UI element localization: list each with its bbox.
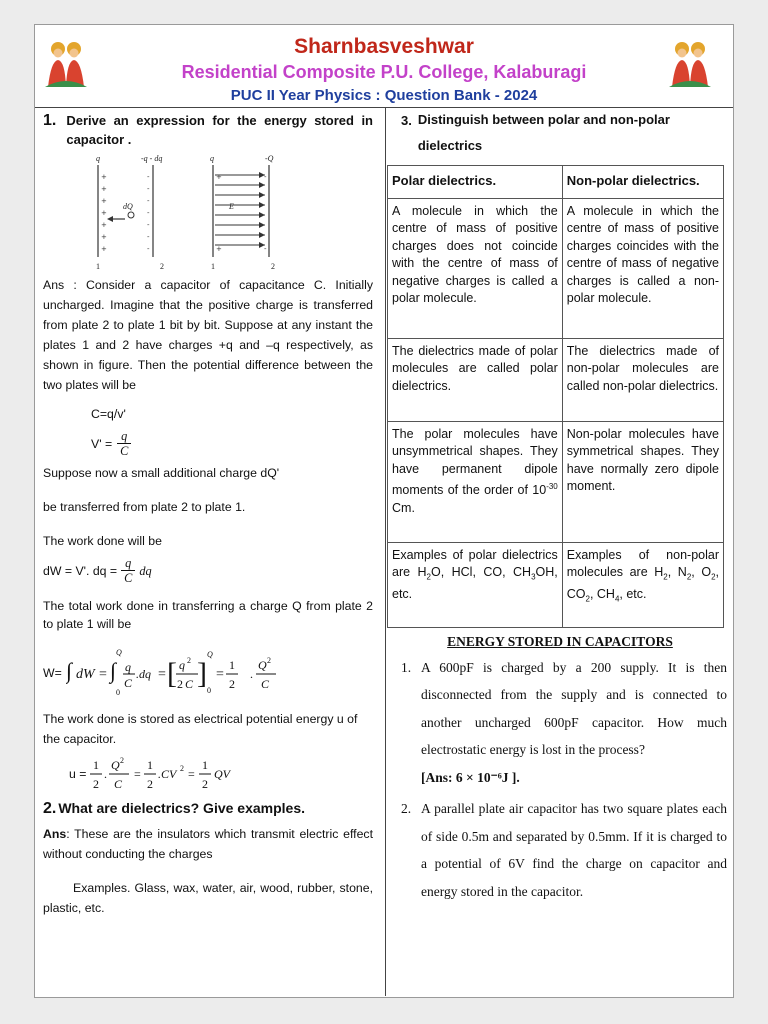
eq-potential (43, 429, 373, 458)
svg-text:Q: Q (111, 758, 121, 772)
q3-heading (393, 111, 727, 159)
svg-text:C: C (123, 676, 132, 690)
list-item (393, 654, 727, 792)
column-divider (385, 108, 386, 996)
svg-text:1: 1 (93, 758, 100, 772)
college-name: Sharnbasveshwar (294, 35, 474, 58)
table-cell: The dielectrics made of non-polar molecules are called non-polar dielectrics. (562, 338, 723, 421)
fig2-plate1-charge-label: q (210, 154, 214, 163)
svg-text:.CV: .CV (158, 767, 177, 781)
svg-text:C: C (260, 677, 269, 691)
table-row (388, 338, 724, 421)
eq-dw-tail: dq (139, 563, 152, 578)
eq-energy (43, 753, 373, 795)
fig-plate1-number: 1 (96, 262, 100, 271)
svg-text:2: 2 (176, 677, 183, 691)
eq-dw-lhs: dW = V'. dq = (43, 563, 118, 578)
q2-ans-label: Ans (43, 827, 67, 841)
eq-potential-den: C (117, 443, 131, 458)
question-bank-page (34, 24, 734, 998)
q1-text-stored: The work done is stored as electrical potential energy u of the capacitor. (43, 712, 358, 746)
eq-energy-lhs: u = (69, 767, 87, 781)
svg-text:+: + (101, 245, 107, 253)
q1-text-transfer: be transferred from plate 2 to plate 1. (43, 500, 246, 514)
q3-number: 3. (401, 113, 412, 128)
table-header-polar: Polar dielectrics. (388, 166, 563, 199)
fig-plate2-charge-label: -q - dq (141, 154, 163, 163)
eq-potential-lhs: V' = (91, 436, 113, 451)
table-header-row (388, 166, 724, 199)
fig-field-label: E (229, 202, 234, 211)
svg-text:0: 0 (206, 686, 211, 695)
q1-title: Derive an expression for the energy stored in capacitor . (66, 113, 373, 147)
svg-text:+: + (216, 245, 222, 253)
table-cell: A molecule in which the centre of mass of positive charges does not coincide with the centre of mass of negative charges is called a polar molecule. (388, 198, 563, 338)
table-cell: A molecule in which the centre of mass of positive charges coincides with the centre of mass of negative charges is called a non-polar molecule. (562, 198, 723, 338)
svg-text:∫: ∫ (65, 658, 72, 683)
table-cell: Non-polar molecules have symmetrical shapes. They have normally zero dipole moment. (562, 421, 723, 542)
q2-answer (43, 824, 373, 864)
svg-text:2: 2 (266, 656, 271, 665)
eq-total-work-lhs: W= (43, 666, 62, 680)
energy-heading: ENERGY STORED IN CAPACITORS (447, 633, 673, 649)
q2-examples: Examples. Glass, wax, water, air, wood, rubber, stone, plastic, etc. (43, 881, 373, 915)
q3-title: Distinguish between polar and non-polar dielectrics (417, 112, 670, 153)
svg-text:q: q (124, 660, 131, 674)
svg-text:+: + (101, 209, 107, 217)
svg-text:=: = (215, 667, 224, 682)
eq-dw-fraction (121, 556, 135, 585)
svg-text:2: 2 (202, 777, 209, 791)
svg-text:-: - (147, 185, 150, 193)
svg-text:=: = (98, 667, 107, 682)
left-column (43, 111, 373, 918)
svg-text:Q: Q (115, 648, 122, 657)
svg-text:QV: QV (214, 767, 231, 781)
svg-text:-: - (147, 197, 150, 205)
capacitor-figure (43, 151, 373, 271)
polar-nonpolar-table (387, 165, 724, 628)
fig-plate1-charge-label: q (96, 154, 100, 163)
table-row (388, 198, 724, 338)
svg-text:-: - (264, 245, 267, 253)
svg-text:C: C (184, 677, 193, 691)
svg-text:-: - (147, 173, 150, 181)
list-item-number: 1. (401, 659, 412, 675)
fig-dq-label: dQ (123, 202, 133, 211)
list-item-text: A 600pF is charged by a 200 supply. It is then disconnected from the supply and is connected to another uncharged 600pF capacitor. How much electrostatic energy is lost in the process? (421, 659, 727, 757)
svg-text:1: 1 (202, 758, 209, 772)
svg-text:dW: dW (75, 667, 95, 682)
eq-total-work-result (250, 645, 284, 701)
svg-text:=: = (157, 667, 166, 682)
svg-text:=: = (188, 767, 196, 781)
q2-heading (43, 799, 373, 818)
q1-number: 1. (43, 112, 57, 129)
page-header (35, 25, 733, 109)
eq-potential-fraction (117, 429, 131, 458)
energy-section (393, 634, 727, 906)
table-cell: Examples of non-polar molecules are $H_2$, $N_2$, $O_2$, $CO_2$, $CH_4$, etc. (562, 542, 723, 627)
svg-text:2: 2 (228, 677, 235, 691)
svg-text:C: C (114, 777, 123, 791)
svg-text:+: + (101, 197, 107, 205)
svg-text:-: - (147, 221, 150, 229)
svg-text:Q: Q (206, 650, 213, 659)
eq-total-work (43, 645, 373, 701)
svg-text:+: + (101, 185, 107, 193)
table-row (388, 542, 724, 627)
q2-title: What are dielectrics? Give examples. (58, 800, 306, 816)
table-row (388, 421, 724, 542)
fig2-plate2-number: 2 (271, 262, 275, 271)
svg-text:1: 1 (147, 758, 154, 772)
svg-text:-: - (264, 173, 267, 181)
svg-text:+: + (101, 173, 107, 181)
list-item (393, 795, 727, 905)
svg-text:.dq: .dq (135, 667, 151, 681)
svg-text:2: 2 (120, 756, 125, 765)
question-bank-title: PUC II Year Physics : Question Bank - 2024 (230, 87, 538, 104)
svg-text:q: q (178, 658, 185, 672)
q1-text-charge: Suppose now a small additional charge dQ' (43, 466, 280, 480)
svg-text:+: + (101, 221, 107, 229)
q1-heading (43, 111, 373, 149)
eq-energy-formula (90, 753, 260, 795)
svg-text:-: - (147, 233, 150, 241)
q1-text-total: The total work done in transferring a charge Q from plate 2 to plate 1 will be (43, 599, 373, 631)
svg-text:.: . (249, 667, 253, 681)
svg-text:+: + (101, 233, 107, 241)
eq-total-work-formula (66, 645, 246, 701)
table-cell: The polar molecules have unsymmetrical shapes. They have permanent dipole moments of the order of $10^{-30}$ Cm. (388, 421, 563, 542)
fig-plate2-number: 2 (160, 262, 164, 271)
q1-answer: Ans : Consider a capacitor of capacitance C. Initially uncharged. Imagine that the positive charge is transferred from plate 2 to plate 1 bit by bit. Suppose at any instant the plates 1 and 2 have charges +q and –q respectively, as shown in figure. Then the potential difference between the two plates will be (43, 278, 373, 392)
svg-text:=: = (134, 767, 142, 781)
q2-number: 2. (43, 800, 57, 817)
svg-text:]: ] (196, 657, 207, 690)
list-item-number: 2. (401, 801, 412, 816)
svg-text:+: + (216, 173, 222, 181)
table-cell: The dielectrics made of polar molecules are called polar dielectrics. (388, 338, 563, 421)
list-item-text: A parallel plate air capacitor has two square plates each of side 0.5m and separated by 0.5mm. If it is charged to a potential of 6V find the charge on capacitor and energy stored in the capacitor. (421, 801, 727, 899)
college-subtitle: Residential Composite P.U. College, Kalaburagi (181, 62, 587, 82)
svg-text:2: 2 (147, 777, 154, 791)
eq-dw (43, 556, 373, 585)
q1-text-work: The work done will be (43, 534, 162, 548)
list-item-answer: [Ans: 6 × 10⁻⁶J ]. (421, 769, 520, 785)
svg-text:[: [ (166, 657, 177, 690)
svg-text:.: . (104, 767, 108, 781)
svg-text:2: 2 (93, 777, 100, 791)
svg-text:1: 1 (228, 658, 235, 672)
table-cell: Examples of polar dielectrics are $H_2O$, HCl, CO, $CH_3OH$, etc. (388, 542, 563, 627)
svg-text:2: 2 (186, 656, 191, 665)
eq-dw-num: q (125, 556, 132, 570)
eq-potential-num: q (121, 429, 128, 443)
eq-dw-den: C (121, 570, 135, 585)
q2-answer-text: : These are the insulators which transmit electric effect without conducting the charges (43, 827, 373, 861)
fig2-plate2-charge-label: -Q (265, 154, 274, 163)
svg-text:2: 2 (180, 764, 185, 773)
table-header-nonpolar: Non-polar dielectrics. (562, 166, 723, 199)
svg-text:-: - (147, 209, 150, 217)
svg-text:0: 0 (115, 688, 120, 697)
fig2-plate1-number: 1 (211, 262, 215, 271)
svg-text:-: - (147, 245, 150, 253)
svg-text:Q: Q (257, 658, 267, 672)
right-column (393, 111, 727, 905)
svg-text:∫: ∫ (109, 658, 116, 683)
eq-capacitance: C=q/v' (91, 407, 126, 421)
